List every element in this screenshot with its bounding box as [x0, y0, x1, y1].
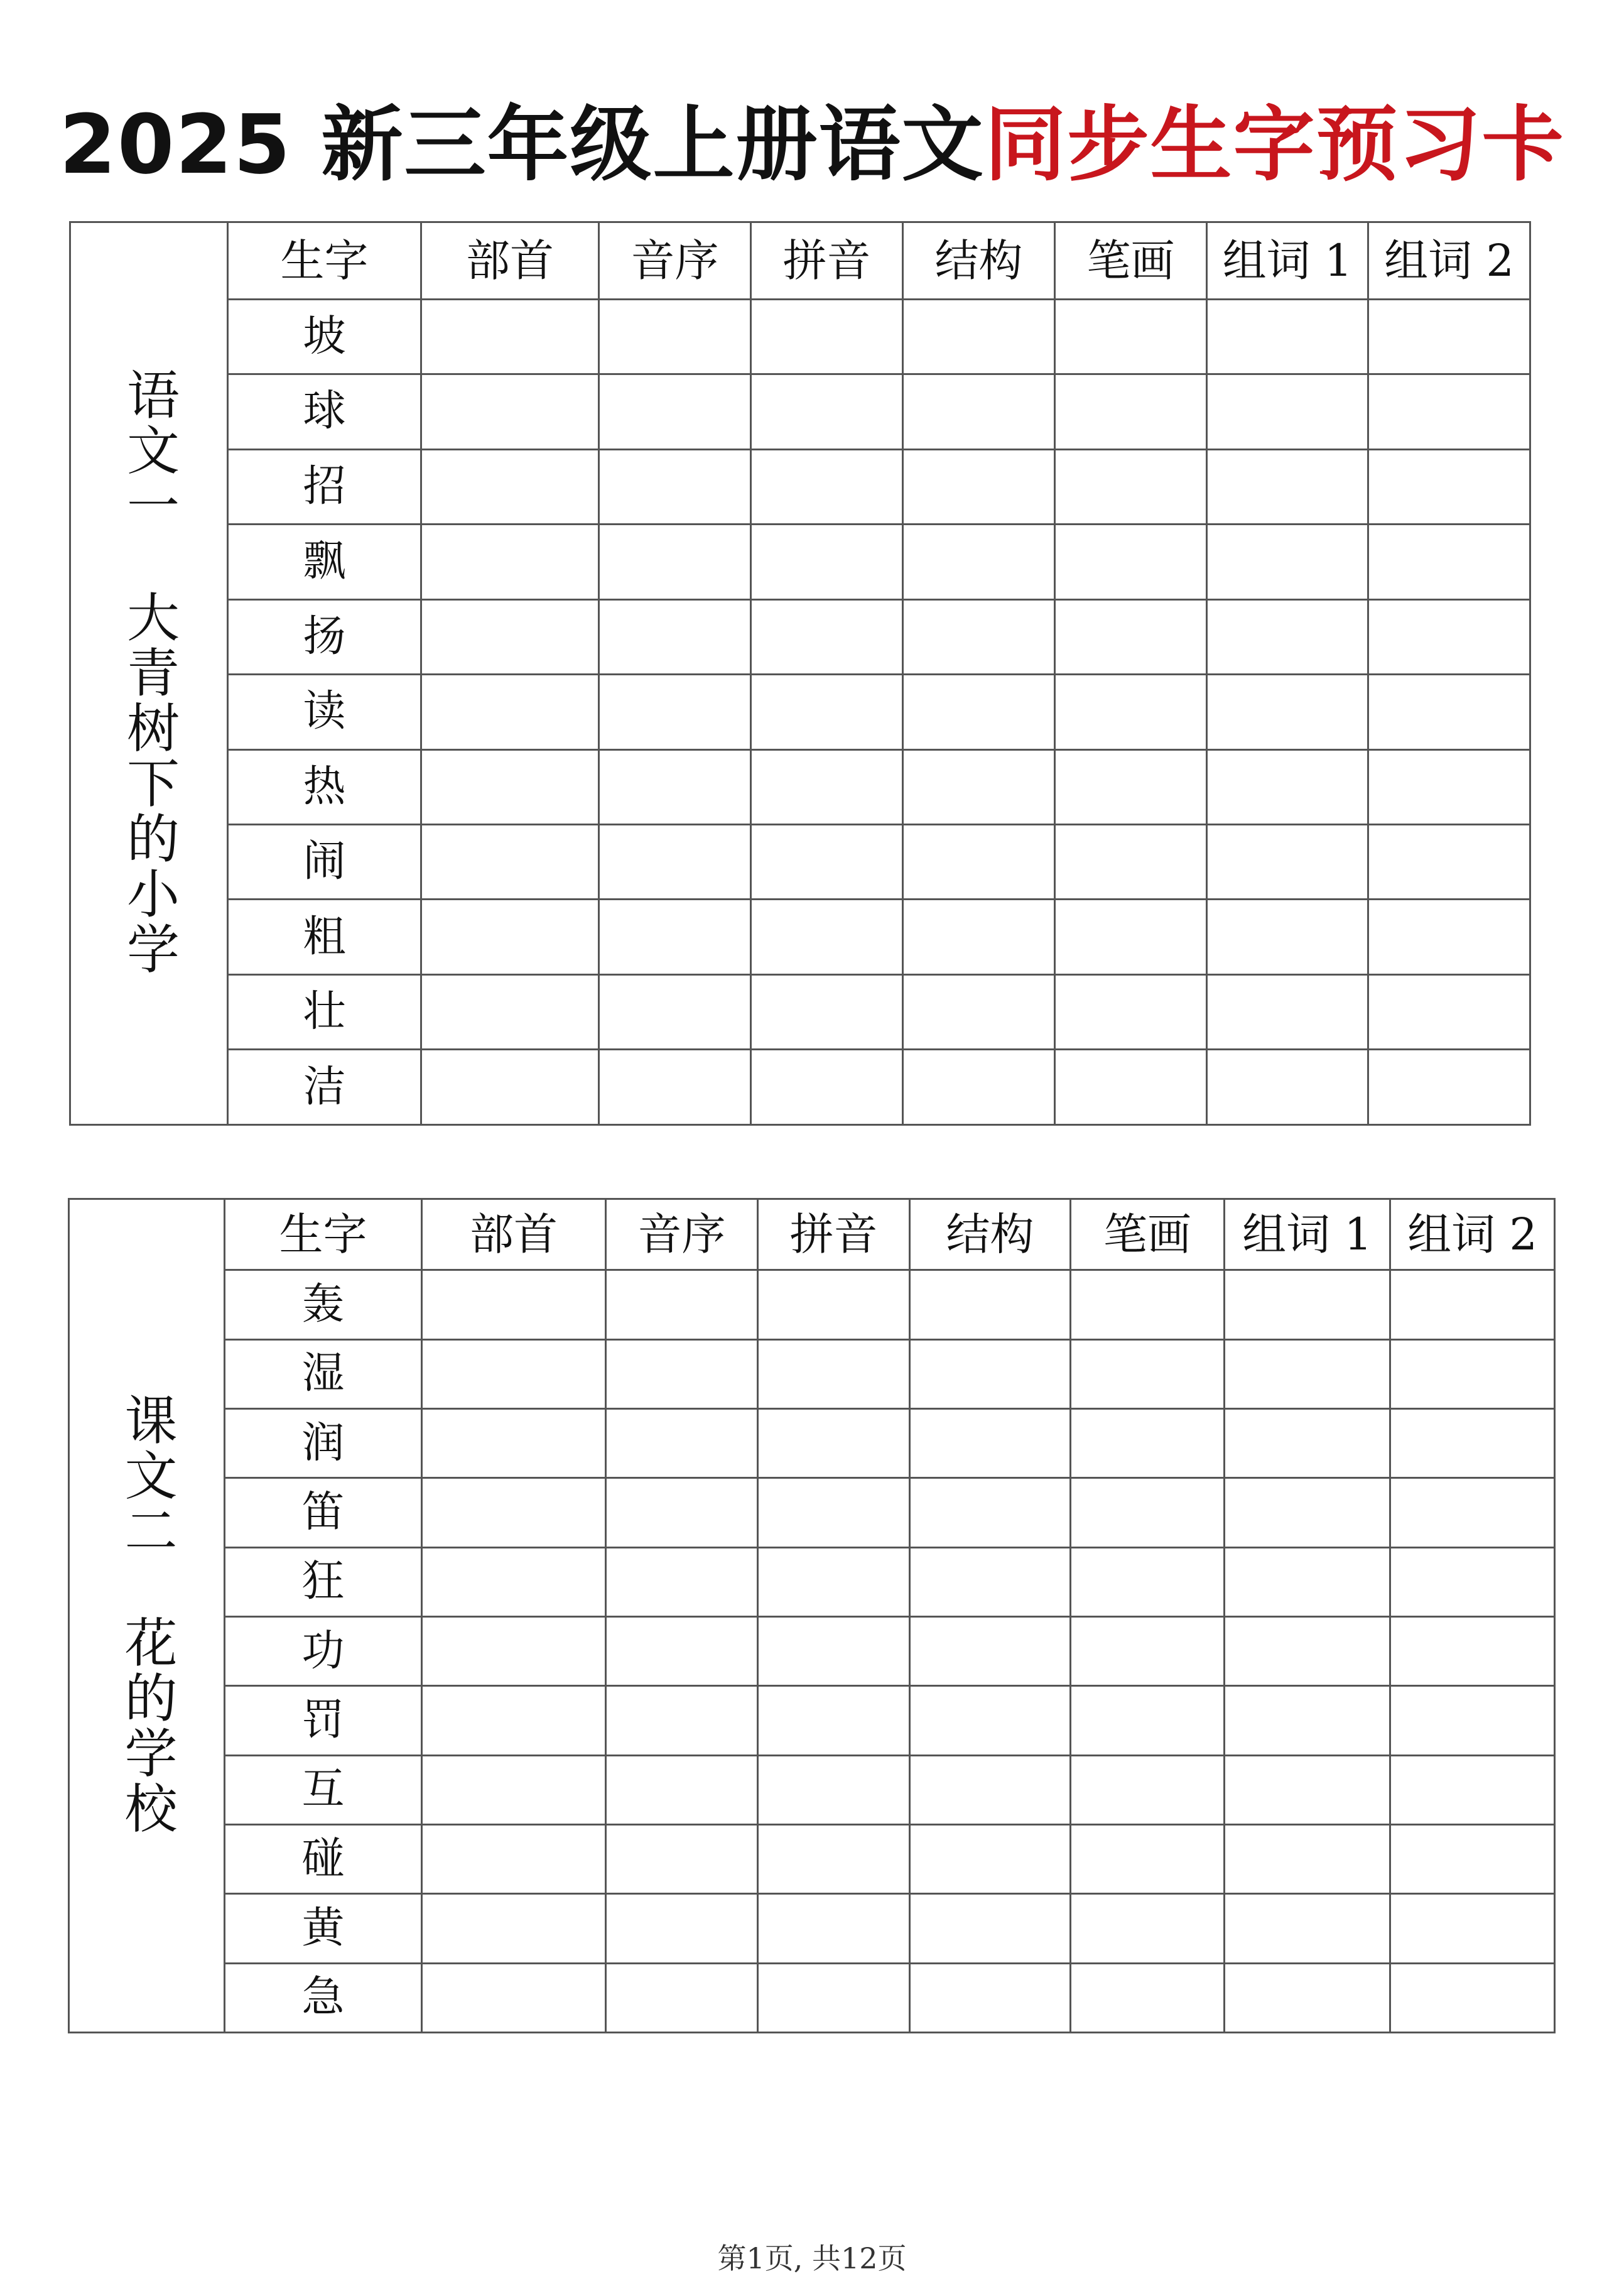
blank-cell[interactable] — [1390, 1894, 1555, 1963]
table-row — [70, 525, 1530, 599]
table-row — [69, 1270, 1555, 1339]
character-cell: 黄 — [225, 1894, 422, 1963]
blank-cell[interactable] — [1207, 299, 1368, 374]
blank-cell[interactable] — [1207, 374, 1368, 449]
blank-cell[interactable] — [910, 1339, 1071, 1408]
blank-cell[interactable] — [1071, 1339, 1225, 1408]
blank-cell[interactable] — [1071, 1547, 1225, 1616]
blank-cell[interactable] — [1071, 1824, 1225, 1893]
blank-cell[interactable] — [758, 1616, 910, 1685]
table-row — [69, 1963, 1555, 2032]
table-row — [70, 824, 1530, 899]
blank-cell[interactable] — [599, 449, 751, 524]
blank-cell[interactable] — [910, 1616, 1071, 1685]
blank-cell[interactable] — [1225, 1755, 1390, 1824]
page-title — [0, 94, 1624, 195]
lesson-title-vertical — [117, 367, 180, 977]
blank-cell[interactable] — [421, 449, 599, 524]
blank-cell[interactable] — [1055, 900, 1207, 974]
lesson-name: 大青树下的小学 — [118, 590, 180, 977]
blank-cell[interactable] — [1368, 1050, 1530, 1125]
blank-cell[interactable] — [1055, 824, 1207, 899]
blank-cell[interactable] — [758, 1963, 910, 2032]
blank-cell[interactable] — [599, 900, 751, 974]
blank-cell[interactable] — [1071, 1963, 1225, 2032]
blank-cell[interactable] — [903, 675, 1055, 749]
table-row — [70, 449, 1530, 524]
blank-cell[interactable] — [606, 1824, 758, 1893]
column-header: 结构 — [910, 1199, 1071, 1270]
blank-cell[interactable] — [903, 599, 1055, 674]
blank-cell[interactable] — [751, 749, 903, 824]
column-header: 组词 1 — [1207, 222, 1368, 300]
column-header: 笔画 — [1071, 1199, 1225, 1270]
blank-cell[interactable] — [422, 1686, 606, 1755]
blank-cell[interactable] — [1071, 1755, 1225, 1824]
blank-cell[interactable] — [1368, 900, 1530, 974]
blank-cell[interactable] — [599, 675, 751, 749]
table-row — [70, 599, 1530, 674]
blank-cell[interactable] — [910, 1478, 1071, 1547]
blank-cell[interactable] — [421, 1050, 599, 1125]
blank-cell[interactable] — [1055, 749, 1207, 824]
title-main: 2025 新三年级上册语文 — [59, 97, 985, 192]
blank-cell[interactable] — [1055, 1050, 1207, 1125]
blank-cell[interactable] — [751, 525, 903, 599]
blank-cell[interactable] — [1368, 599, 1530, 674]
blank-cell[interactable] — [599, 749, 751, 824]
blank-cell[interactable] — [758, 1894, 910, 1963]
blank-cell[interactable] — [1225, 1270, 1390, 1339]
blank-cell[interactable] — [1390, 1686, 1555, 1755]
character-cell: 粗 — [228, 900, 421, 974]
blank-cell[interactable] — [421, 599, 599, 674]
lesson-number: 课文二 — [116, 1393, 178, 1559]
blank-cell[interactable] — [751, 824, 903, 899]
blank-cell[interactable] — [599, 299, 751, 374]
blank-cell[interactable] — [1368, 525, 1530, 599]
header-row — [69, 1199, 1555, 1270]
blank-cell[interactable] — [1225, 1547, 1390, 1616]
blank-cell[interactable] — [758, 1478, 910, 1547]
blank-cell[interactable] — [1055, 374, 1207, 449]
blank-cell[interactable] — [421, 675, 599, 749]
character-cell: 湿 — [225, 1339, 422, 1408]
blank-cell[interactable] — [1225, 1824, 1390, 1893]
character-cell: 洁 — [228, 1050, 421, 1125]
character-cell: 罚 — [225, 1686, 422, 1755]
table-row — [69, 1339, 1555, 1408]
blank-cell[interactable] — [422, 1547, 606, 1616]
blank-cell[interactable] — [1207, 599, 1368, 674]
character-cell: 坡 — [228, 299, 421, 374]
blank-cell[interactable] — [599, 824, 751, 899]
column-header: 音序 — [599, 222, 751, 300]
blank-cell[interactable] — [1207, 824, 1368, 899]
blank-cell[interactable] — [1368, 824, 1530, 899]
character-cell: 笛 — [225, 1478, 422, 1547]
table-row — [70, 749, 1530, 824]
blank-cell[interactable] — [1071, 1894, 1225, 1963]
blank-cell[interactable] — [1071, 1409, 1225, 1478]
blank-cell[interactable] — [1207, 449, 1368, 524]
table-row — [69, 1409, 1555, 1478]
blank-cell[interactable] — [1055, 525, 1207, 599]
column-header: 结构 — [903, 222, 1055, 300]
blank-cell[interactable] — [1390, 1755, 1555, 1824]
blank-cell[interactable] — [1207, 1050, 1368, 1125]
table-row — [70, 675, 1530, 749]
character-cell: 狂 — [225, 1547, 422, 1616]
blank-cell[interactable] — [1207, 974, 1368, 1049]
character-cell: 互 — [225, 1755, 422, 1824]
column-header: 组词 2 — [1368, 222, 1530, 300]
blank-cell[interactable] — [903, 1050, 1055, 1125]
blank-cell[interactable] — [422, 1409, 606, 1478]
blank-cell[interactable] — [758, 1547, 910, 1616]
blank-cell[interactable] — [751, 599, 903, 674]
blank-cell[interactable] — [1225, 1616, 1390, 1685]
blank-cell[interactable] — [606, 1755, 758, 1824]
blank-cell[interactable] — [751, 900, 903, 974]
blank-cell[interactable] — [599, 599, 751, 674]
blank-cell[interactable] — [1071, 1270, 1225, 1339]
blank-cell[interactable] — [910, 1894, 1071, 1963]
lesson-title-vertical — [116, 1393, 178, 1836]
character-cell: 招 — [228, 449, 421, 524]
blank-cell[interactable] — [1055, 599, 1207, 674]
blank-cell[interactable] — [903, 824, 1055, 899]
blank-cell[interactable] — [1368, 374, 1530, 449]
blank-cell[interactable] — [903, 449, 1055, 524]
character-cell: 读 — [228, 675, 421, 749]
blank-cell[interactable] — [1225, 1894, 1390, 1963]
blank-cell[interactable] — [758, 1686, 910, 1755]
character-cell: 闹 — [228, 824, 421, 899]
blank-cell[interactable] — [422, 1478, 606, 1547]
blank-cell[interactable] — [606, 1686, 758, 1755]
blank-cell[interactable] — [421, 525, 599, 599]
blank-cell[interactable] — [910, 1824, 1071, 1893]
blank-cell[interactable] — [1071, 1478, 1225, 1547]
lesson-number: 语文一 — [118, 367, 180, 533]
blank-cell[interactable] — [1390, 1339, 1555, 1408]
blank-cell[interactable] — [903, 749, 1055, 824]
blank-cell[interactable] — [751, 299, 903, 374]
blank-cell[interactable] — [758, 1270, 910, 1339]
table-row — [69, 1686, 1555, 1755]
blank-cell[interactable] — [1225, 1339, 1390, 1408]
blank-cell[interactable] — [422, 1963, 606, 2032]
blank-cell[interactable] — [421, 749, 599, 824]
blank-cell[interactable] — [1390, 1824, 1555, 1893]
table-row — [69, 1894, 1555, 1963]
blank-cell[interactable] — [422, 1824, 606, 1893]
blank-cell[interactable] — [1207, 900, 1368, 974]
blank-cell[interactable] — [903, 974, 1055, 1049]
blank-cell[interactable] — [1368, 974, 1530, 1049]
lesson-name: 花的学校 — [116, 1615, 178, 1836]
blank-cell[interactable] — [1207, 749, 1368, 824]
column-header: 笔画 — [1055, 222, 1207, 300]
blank-cell[interactable] — [903, 299, 1055, 374]
lesson-table-2 — [68, 1198, 1554, 2033]
blank-cell[interactable] — [1368, 299, 1530, 374]
lesson-side-label — [69, 1199, 225, 2033]
title-highlight: 同步生字预习卡 — [984, 97, 1565, 192]
table-row — [70, 974, 1530, 1049]
blank-cell[interactable] — [1055, 299, 1207, 374]
blank-cell[interactable] — [422, 1755, 606, 1824]
character-cell: 功 — [225, 1616, 422, 1685]
blank-cell[interactable] — [751, 449, 903, 524]
blank-cell[interactable] — [606, 1339, 758, 1408]
table-row — [70, 1050, 1530, 1125]
character-cell: 壮 — [228, 974, 421, 1049]
blank-cell[interactable] — [1390, 1616, 1555, 1685]
table-row — [70, 900, 1530, 974]
blank-cell[interactable] — [421, 824, 599, 899]
character-cell: 热 — [228, 749, 421, 824]
blank-cell[interactable] — [1055, 974, 1207, 1049]
character-cell: 轰 — [225, 1270, 422, 1339]
blank-cell[interactable] — [606, 1409, 758, 1478]
blank-cell[interactable] — [422, 1894, 606, 1963]
character-cell: 扬 — [228, 599, 421, 674]
column-header: 拼音 — [758, 1199, 910, 1270]
column-header: 生字 — [225, 1199, 422, 1270]
blank-cell[interactable] — [1390, 1270, 1555, 1339]
blank-cell[interactable] — [599, 974, 751, 1049]
blank-cell[interactable] — [606, 1270, 758, 1339]
blank-cell[interactable] — [421, 974, 599, 1049]
blank-cell[interactable] — [910, 1270, 1071, 1339]
blank-cell[interactable] — [606, 1616, 758, 1685]
blank-cell[interactable] — [1071, 1616, 1225, 1685]
blank-cell[interactable] — [1055, 449, 1207, 524]
blank-cell[interactable] — [421, 900, 599, 974]
blank-cell[interactable] — [1225, 1409, 1390, 1478]
column-header: 部首 — [421, 222, 599, 300]
character-cell: 飘 — [228, 525, 421, 599]
blank-cell[interactable] — [1207, 675, 1368, 749]
blank-cell[interactable] — [903, 525, 1055, 599]
blank-cell[interactable] — [910, 1686, 1071, 1755]
blank-cell[interactable] — [421, 374, 599, 449]
blank-cell[interactable] — [1071, 1686, 1225, 1755]
blank-cell[interactable] — [1225, 1478, 1390, 1547]
blank-cell[interactable] — [422, 1270, 606, 1339]
blank-cell[interactable] — [758, 1824, 910, 1893]
blank-cell[interactable] — [1390, 1963, 1555, 2032]
blank-cell[interactable] — [606, 1478, 758, 1547]
blank-cell[interactable] — [599, 1050, 751, 1125]
blank-cell[interactable] — [903, 374, 1055, 449]
column-header: 部首 — [422, 1199, 606, 1270]
lesson-table-1 — [69, 221, 1529, 1126]
blank-cell[interactable] — [758, 1755, 910, 1824]
table-row — [70, 299, 1530, 374]
blank-cell[interactable] — [606, 1547, 758, 1616]
column-header: 组词 1 — [1225, 1199, 1390, 1270]
blank-cell[interactable] — [910, 1547, 1071, 1616]
blank-cell[interactable] — [606, 1894, 758, 1963]
column-header: 组词 2 — [1390, 1199, 1555, 1270]
table-row — [69, 1755, 1555, 1824]
blank-cell[interactable] — [599, 525, 751, 599]
blank-cell[interactable] — [751, 1050, 903, 1125]
blank-cell[interactable] — [606, 1963, 758, 2032]
blank-cell[interactable] — [1390, 1478, 1555, 1547]
header-row — [70, 222, 1530, 300]
table-row — [69, 1547, 1555, 1616]
blank-cell[interactable] — [599, 374, 751, 449]
blank-cell[interactable] — [751, 974, 903, 1049]
blank-cell[interactable] — [1368, 449, 1530, 524]
character-cell: 球 — [228, 374, 421, 449]
blank-cell[interactable] — [422, 1616, 606, 1685]
blank-cell[interactable] — [1225, 1686, 1390, 1755]
character-cell: 润 — [225, 1409, 422, 1478]
blank-cell[interactable] — [910, 1755, 1071, 1824]
blank-cell[interactable] — [903, 900, 1055, 974]
blank-cell[interactable] — [758, 1409, 910, 1478]
page-footer: 第1页, 共12页 — [717, 2241, 907, 2275]
character-cell: 碰 — [225, 1824, 422, 1893]
blank-cell[interactable] — [751, 374, 903, 449]
table-row — [70, 374, 1530, 449]
blank-cell[interactable] — [422, 1339, 606, 1408]
blank-cell[interactable] — [910, 1409, 1071, 1478]
blank-cell[interactable] — [1207, 525, 1368, 599]
blank-cell[interactable] — [758, 1339, 910, 1408]
blank-cell[interactable] — [421, 299, 599, 374]
blank-cell[interactable] — [1390, 1547, 1555, 1616]
lesson-side-label — [70, 222, 228, 1125]
column-header: 拼音 — [751, 222, 903, 300]
column-header: 音序 — [606, 1199, 758, 1270]
blank-cell[interactable] — [751, 675, 903, 749]
blank-cell[interactable] — [1390, 1409, 1555, 1478]
blank-cell[interactable] — [1368, 749, 1530, 824]
table-row — [69, 1478, 1555, 1547]
column-header: 生字 — [228, 222, 421, 300]
blank-cell[interactable] — [1368, 675, 1530, 749]
blank-cell[interactable] — [1055, 675, 1207, 749]
blank-cell[interactable] — [1225, 1963, 1390, 2032]
table-row — [69, 1824, 1555, 1893]
character-cell: 急 — [225, 1963, 422, 2032]
blank-cell[interactable] — [910, 1963, 1071, 2032]
table-row — [69, 1616, 1555, 1685]
